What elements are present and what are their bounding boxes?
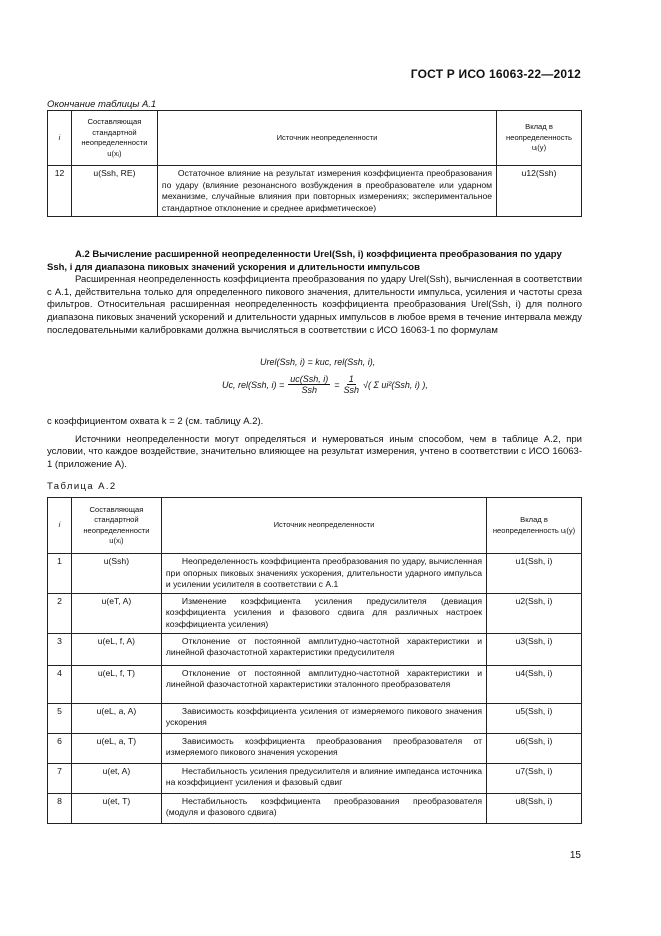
row-symbol: u(eL, f, A) [71,633,161,665]
row-symbol: u(et, T) [71,793,161,823]
row-source: Неопределенность коэффициента преобразования по удару, вычисленная при опорных пиковых значениях ускорения, длительности ударного импульса и усилении усилителя в соответствии с А.1 [161,554,486,594]
table2-caption: Таблица А.2 [47,481,117,492]
table-row [48,733,582,763]
row-symbol: u(eL, a, T) [71,733,161,763]
table-row [48,665,582,703]
formula2-root: √( Σ ui²(Ssh, i) ), [363,379,428,390]
formula2-fraction-1 [288,374,330,395]
row-symbol: u(eL, a, A) [71,703,161,733]
row-index: 2 [48,593,72,633]
row-symbol: u(eT, A) [71,593,161,633]
section-heading: А.2 Вычисление расширенной неопределенности Urel(Ssh, i) коэффициента преобразования по удару Ssh, i для диапазона пиковых значений ускорения и длительности импульсов [47,249,562,273]
row-source: Зависимость коэффициента усиления от измеряемого пикового значения ускорения [161,703,486,733]
row-symbol: u(Ssh) [71,554,161,594]
col-header-component: Составляющая стандартной неопределенности u(xᵢ) [71,498,161,554]
row-contribution: u3(Ssh, i) [487,633,582,665]
fraction1-numerator: uc(Ssh, i) [290,374,329,384]
section-a2-continued [47,416,582,471]
page-number: 15 [569,850,581,861]
row-index: 12 [48,166,72,217]
fraction1-denominator: Ssh [301,385,318,395]
table-row [48,703,582,733]
col-header-component: Составляющая стандартной неопределенности u(xᵢ) [71,111,157,166]
table-row [48,793,582,823]
row-source: Изменение коэффициента усиления предусилителя (девиация коэффициента усиления и фазового сдвига для различных настроек коэффициента усиления) [161,593,486,633]
table-row [48,593,582,633]
section-paragraph-1: Расширенная неопределенность коэффициента преобразования по удару Urel(Ssh), вычисленная в соответствии с А.1, действительна только для определенного пикового значения, длительности импульса, усиления и частоты среза фильтров. Относительная расширенная неопределенность коэффициента преобразования Urel(Ssh, i) для полного диапазона пиковых значений ускорений и длительности ударных импульсов в любое время в течение интервала между последовательными калибровками должна вычисляться в соответствии с ИСО 16063-1 по формулам [47,274,582,336]
row-contribution: u7(Ssh, i) [487,763,582,793]
formula2-equals: = [334,379,340,390]
row-source: Остаточное влияние на результат измерения коэффициента преобразования по удару (влияние резонансного возбуждения в преобразователе или ударном механизме, случайные влияния при повторных измерениях; экспериментальное стандартное отклонение и среднее арифметическое) [157,166,496,217]
row-index: 7 [48,763,72,793]
formula-1: Urel(Ssh, i) = kuc, rel(Ssh, i), [260,357,376,367]
table-a1-end [47,110,582,217]
row-index: 6 [48,733,72,763]
row-symbol: u(et, A) [71,763,161,793]
table1-header-row [48,111,582,166]
section-paragraph-2: Источники неопределенности могут определяться и нумероваться иным способом, чем в таблице А.2, при условии, что каждое воздействие, значительно влияющее на результат измерения, учтено в соответствии с ИСО 16063-1 (приложение А). [47,433,582,470]
table-a2 [47,497,582,824]
row-index: 4 [48,665,72,703]
row-contribution: u2(Ssh, i) [487,593,582,633]
section-a2 [47,249,582,337]
row-symbol: u(Ssh, RE) [71,166,157,217]
row-contribution: u1(Ssh, i) [487,554,582,594]
standard-header: ГОСТ Р ИСО 16063-22—2012 [410,67,581,81]
col-header-contribution: Вклад в неопределенность uᵢ(y) [497,111,582,166]
col-header-contribution: Вклад в неопределенность uᵢ(y) [487,498,582,554]
row-index: 1 [48,554,72,594]
col-header-i: i [48,111,72,166]
fraction2-denominator: Ssh [343,385,360,395]
col-header-source: Источник неопределенности [161,498,486,554]
row-symbol: u(eL, f, T) [71,665,161,703]
table-row [48,633,582,665]
row-source: Нестабильность коэффициента преобразования преобразователя (модуля и фазового сдвига) [161,793,486,823]
row-index: 3 [48,633,72,665]
coverage-factor-text: с коэффициентом охвата k = 2 (см. таблицу А.2). [47,416,264,427]
table-row [48,763,582,793]
row-source: Зависимость коэффициента преобразования преобразователя от измеряемого пикового значения ускорения [161,733,486,763]
col-header-source: Источник неопределенности [157,111,496,166]
formula2-lhs: Uc, rel(Ssh, i) = [222,379,285,390]
row-index: 5 [48,703,72,733]
formula-2 [222,374,428,395]
table1-caption: Окончание таблицы А.1 [47,99,157,110]
row-source: Отклонение от постоянной амплитудно-частотной характеристики и линейной фазочастотной характеристики предусилителя [161,633,486,665]
row-index: 8 [48,793,72,823]
row-contribution: u4(Ssh, i) [487,665,582,703]
row-contribution: u8(Ssh, i) [487,793,582,823]
row-source: Нестабильность усиления предусилителя и влияние импеданса источника на коэффициент усиления и фазовый сдвиг [161,763,486,793]
row-contribution: u6(Ssh, i) [487,733,582,763]
fraction2-numerator: 1 [348,374,354,384]
col-header-i: i [48,498,72,554]
table2-header-row [48,498,582,554]
row-contribution: u12(Ssh) [497,166,582,217]
table-row [48,166,582,217]
row-contribution: u5(Ssh, i) [487,703,582,733]
row-source: Отклонение от постоянной амплитудно-частотной характеристики и линейной фазочастотной характеристики эталонного преобразователя [161,665,486,703]
table-row [48,554,582,594]
formula2-fraction-2 [344,374,360,395]
